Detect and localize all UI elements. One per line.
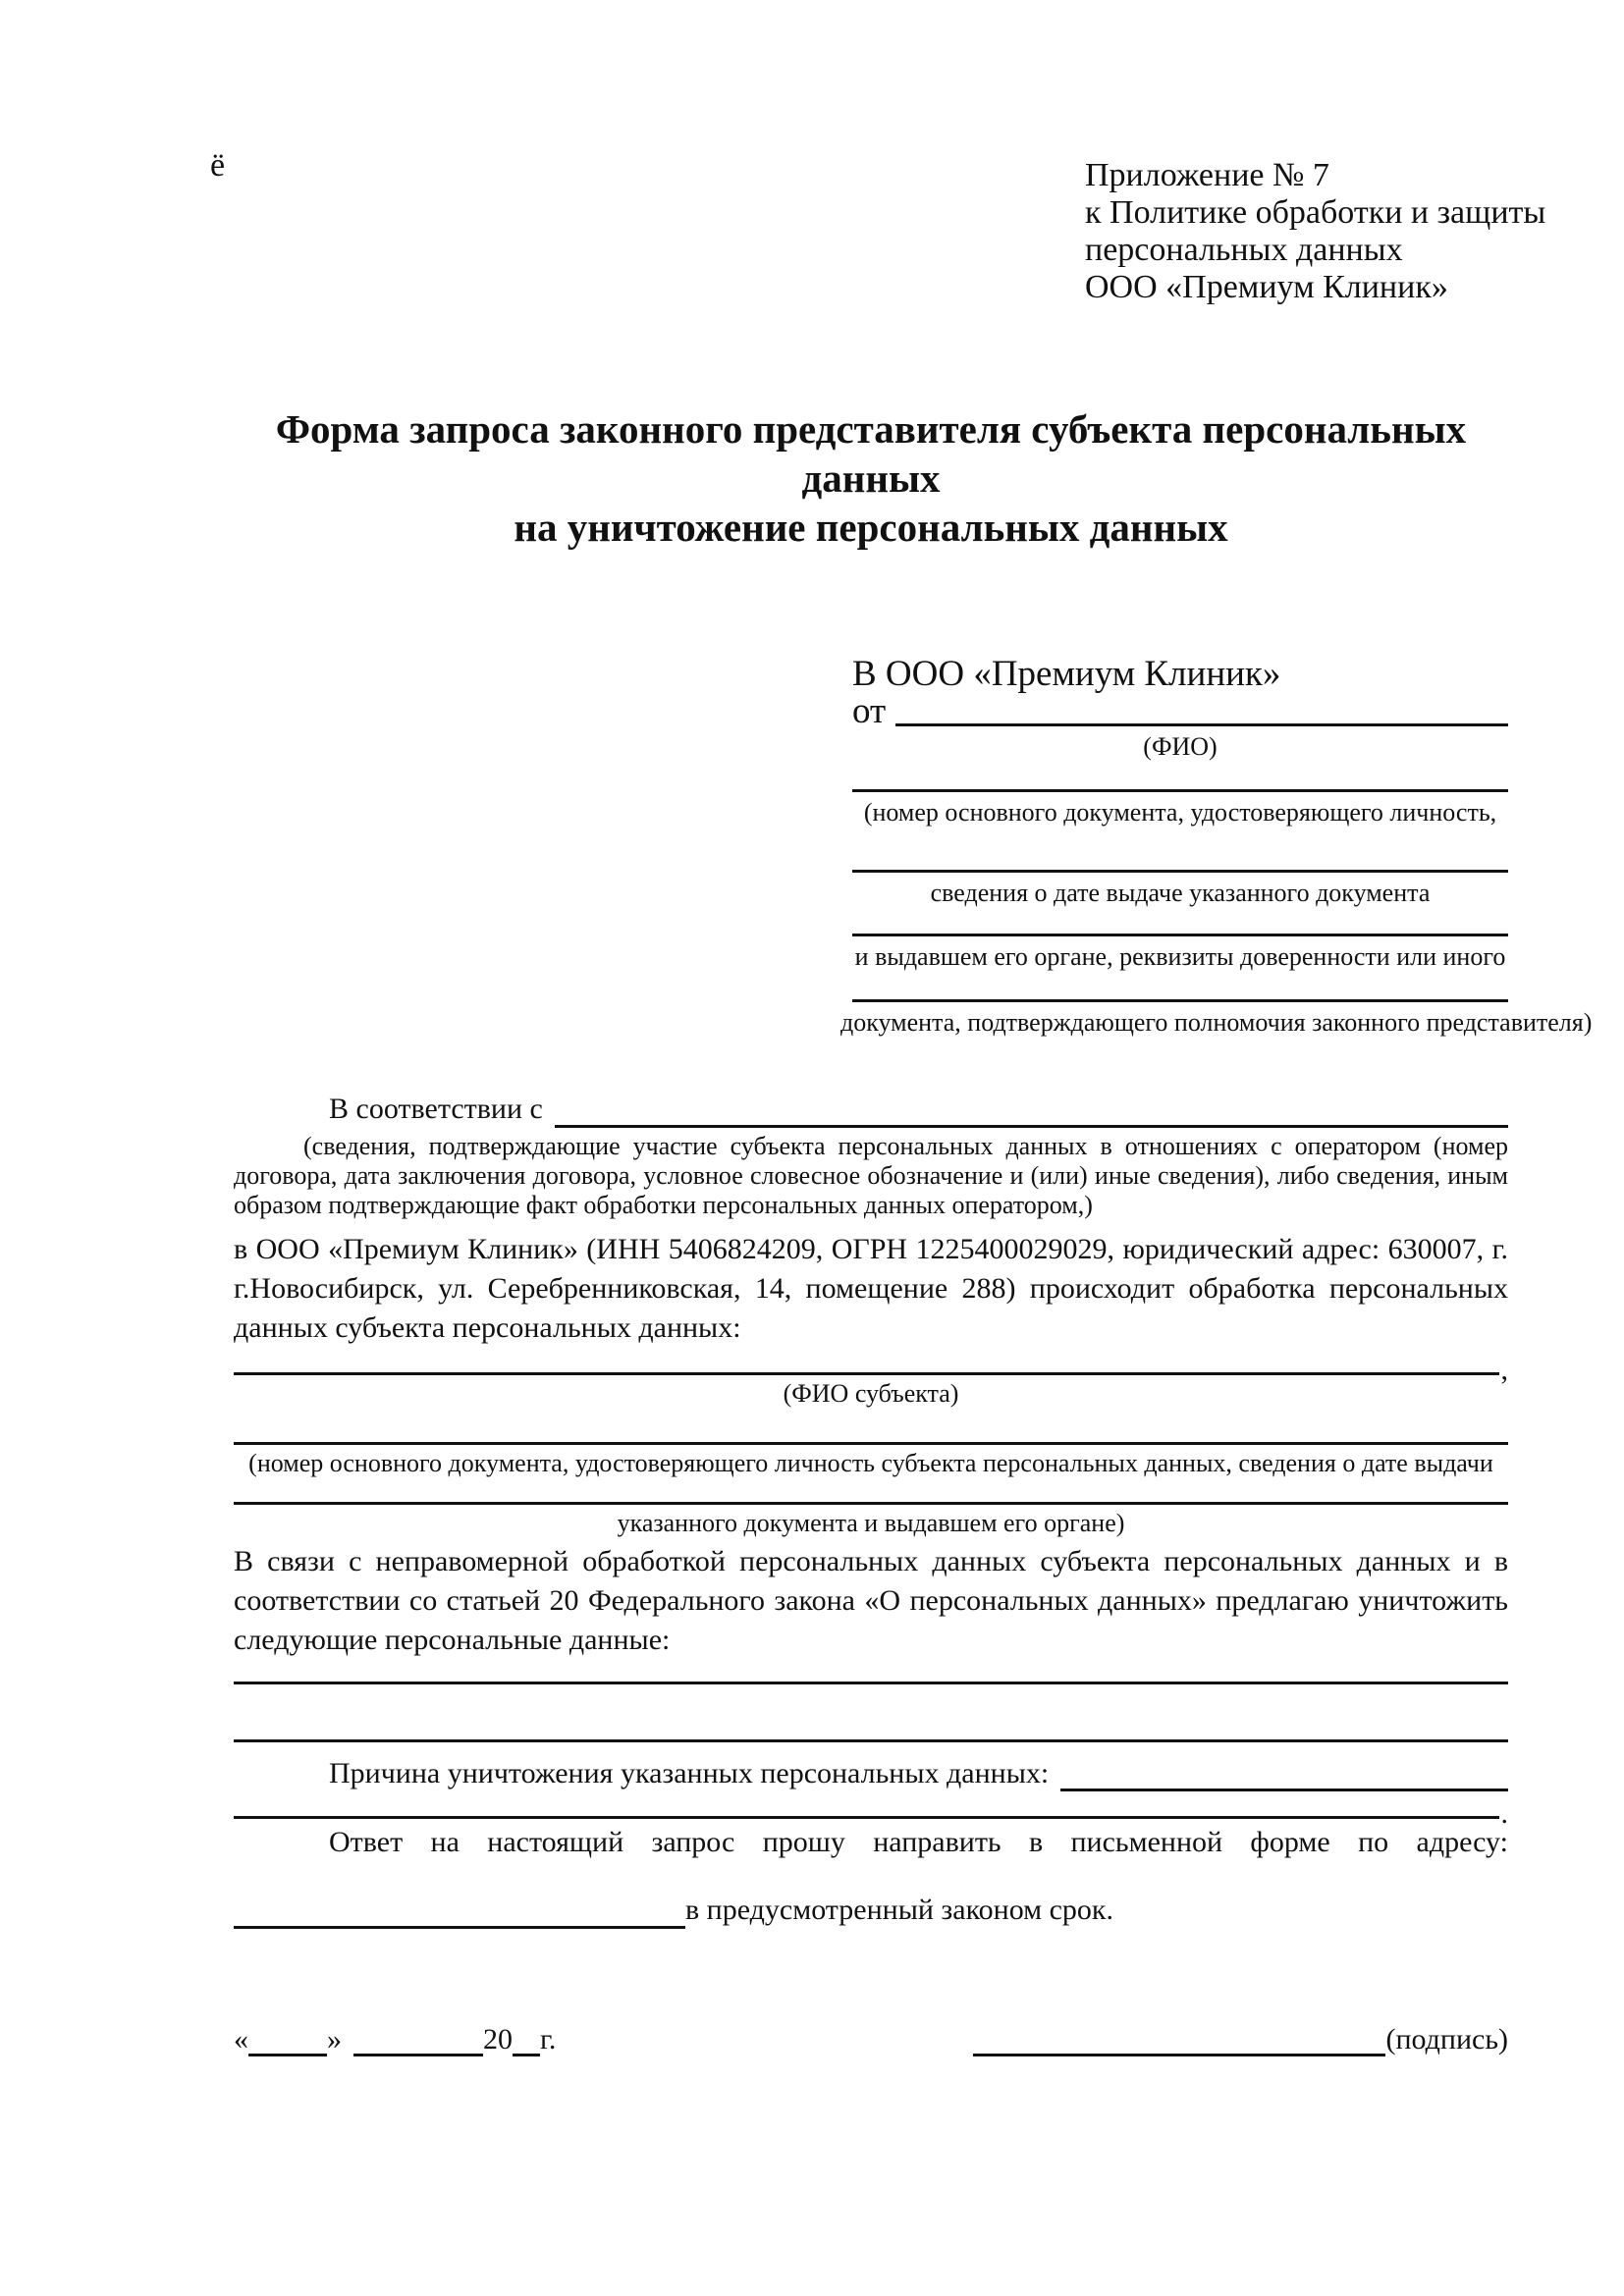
operator-paragraph: в ООО «Премиум Клиник» (ИНН 5406824209, ОГРН 1225400029029, юридический адрес: 630007, г. г.Новосибирск, ул. Серебренниковская, 14, помещение 288) происходит обработка персональных данных субъекта персональных данных:	[234, 1233, 1508, 1344]
appendix-header-line: Приложение № 7	[1085, 157, 1329, 193]
appendix-header-line: ООО «Премиум Клиник»	[1085, 269, 1448, 305]
date-year-prefix: 20	[483, 2023, 513, 2056]
reason-blank-line	[1060, 1789, 1508, 1791]
blank-caption-1: (номер основного документа, удостоверяющего личность,	[863, 798, 1497, 827]
trailing-comma: ,	[1500, 1354, 1508, 1386]
date-year-suffix: г.	[540, 2023, 557, 2056]
reply-address-blank-line	[234, 1926, 685, 1929]
accordance-caption: (сведения, подтверждающие участие субъекта персональных данных в отношениях с оператором (номер договора, дата заключения договора, условное словесное обозначение и (или) иные сведения), либо сведения, иным образом подтверждающие факт обработки персональных данных оператором,)	[234, 1132, 1508, 1219]
date-year-blank	[513, 2054, 540, 2056]
signature-caption: (подпись)	[1385, 2023, 1508, 2056]
document-title	[234, 404, 1508, 552]
blank-caption-3: и выдавшем его органе, реквизиты доверенности или иного	[854, 942, 1506, 971]
appendix-header	[1085, 157, 1546, 306]
addressee-block	[840, 652, 1593, 1038]
subject-document-caption-2: указанного документа и выдавшем его органе)	[617, 1509, 1125, 1537]
date-day-blank	[248, 2054, 327, 2056]
in-accordance-blank-line	[555, 1125, 1508, 1128]
appendix-header-line: персональных данных	[1085, 232, 1403, 268]
signature-group	[973, 2023, 1508, 2056]
reply-address-row	[234, 1892, 1508, 1929]
blank-caption-2: сведения о дате выдаче указанного документа	[930, 879, 1431, 907]
data-blank-line-1	[234, 1682, 1508, 1684]
reply-paragraph: Ответ на настоящий запрос прошу направить в письменной форме по адресу:	[329, 1826, 1508, 1858]
in-accordance-row	[234, 1091, 1508, 1128]
subject-document-caption-1: (номер основного документа, удостоверяющего личность субъекта персональных данных, сведения о дате выдачи	[248, 1449, 1493, 1477]
reason-blank-row-2	[234, 1791, 1508, 1830]
date-open-quote: «	[234, 2023, 248, 2056]
reason-row	[234, 1756, 1508, 1791]
fio-caption: (ФИО)	[1143, 732, 1218, 761]
date-group	[234, 2023, 556, 2056]
subject-fio-blank-line	[234, 1372, 1499, 1375]
data-blank-line-2	[234, 1739, 1508, 1742]
demand-paragraph: В связи с неправомерной обработкой персональных данных субъекта персональных данных и в соответствии со статьей 20 Федерального закона «О персональных данных» предлагаю уничтожить следующие персональные данные:	[234, 1545, 1508, 1656]
from-blank-line	[895, 723, 1508, 726]
date-close-quote: »	[327, 2023, 342, 2056]
signature-blank-line	[973, 2054, 1385, 2056]
addressee-organization: В ООО «Премиум Клиник»	[852, 654, 1281, 694]
document-title-line2: на уничтожение персональных данных	[514, 505, 1228, 550]
subject-fio-blank-row	[234, 1352, 1508, 1386]
reason-blank-line-2	[234, 1816, 1499, 1819]
reply-paragraph-2: в предусмотренный законом срок.	[685, 1894, 1113, 1926]
from-label: от	[852, 691, 887, 731]
trailing-period: .	[1500, 1797, 1508, 1830]
document-title-line1: Форма запроса законного представителя субъекта персональных данных	[275, 406, 1467, 501]
blank-caption-4: документа, подтверждающего полномочия законного представителя)	[840, 1008, 1593, 1037]
appendix-header-line: к Политике обработки и защиты	[1085, 194, 1546, 231]
in-accordance-label: В соответствии с	[329, 1093, 543, 1125]
fio-subject-caption: (ФИО субъекта)	[783, 1379, 959, 1408]
footer-row	[234, 2023, 1508, 2056]
from-field-row	[852, 691, 1508, 731]
date-month-blank	[353, 2054, 483, 2056]
stray-letter: ё	[210, 147, 226, 184]
reason-label: Причина уничтожения указанных персональных данных:	[329, 1757, 1050, 1789]
